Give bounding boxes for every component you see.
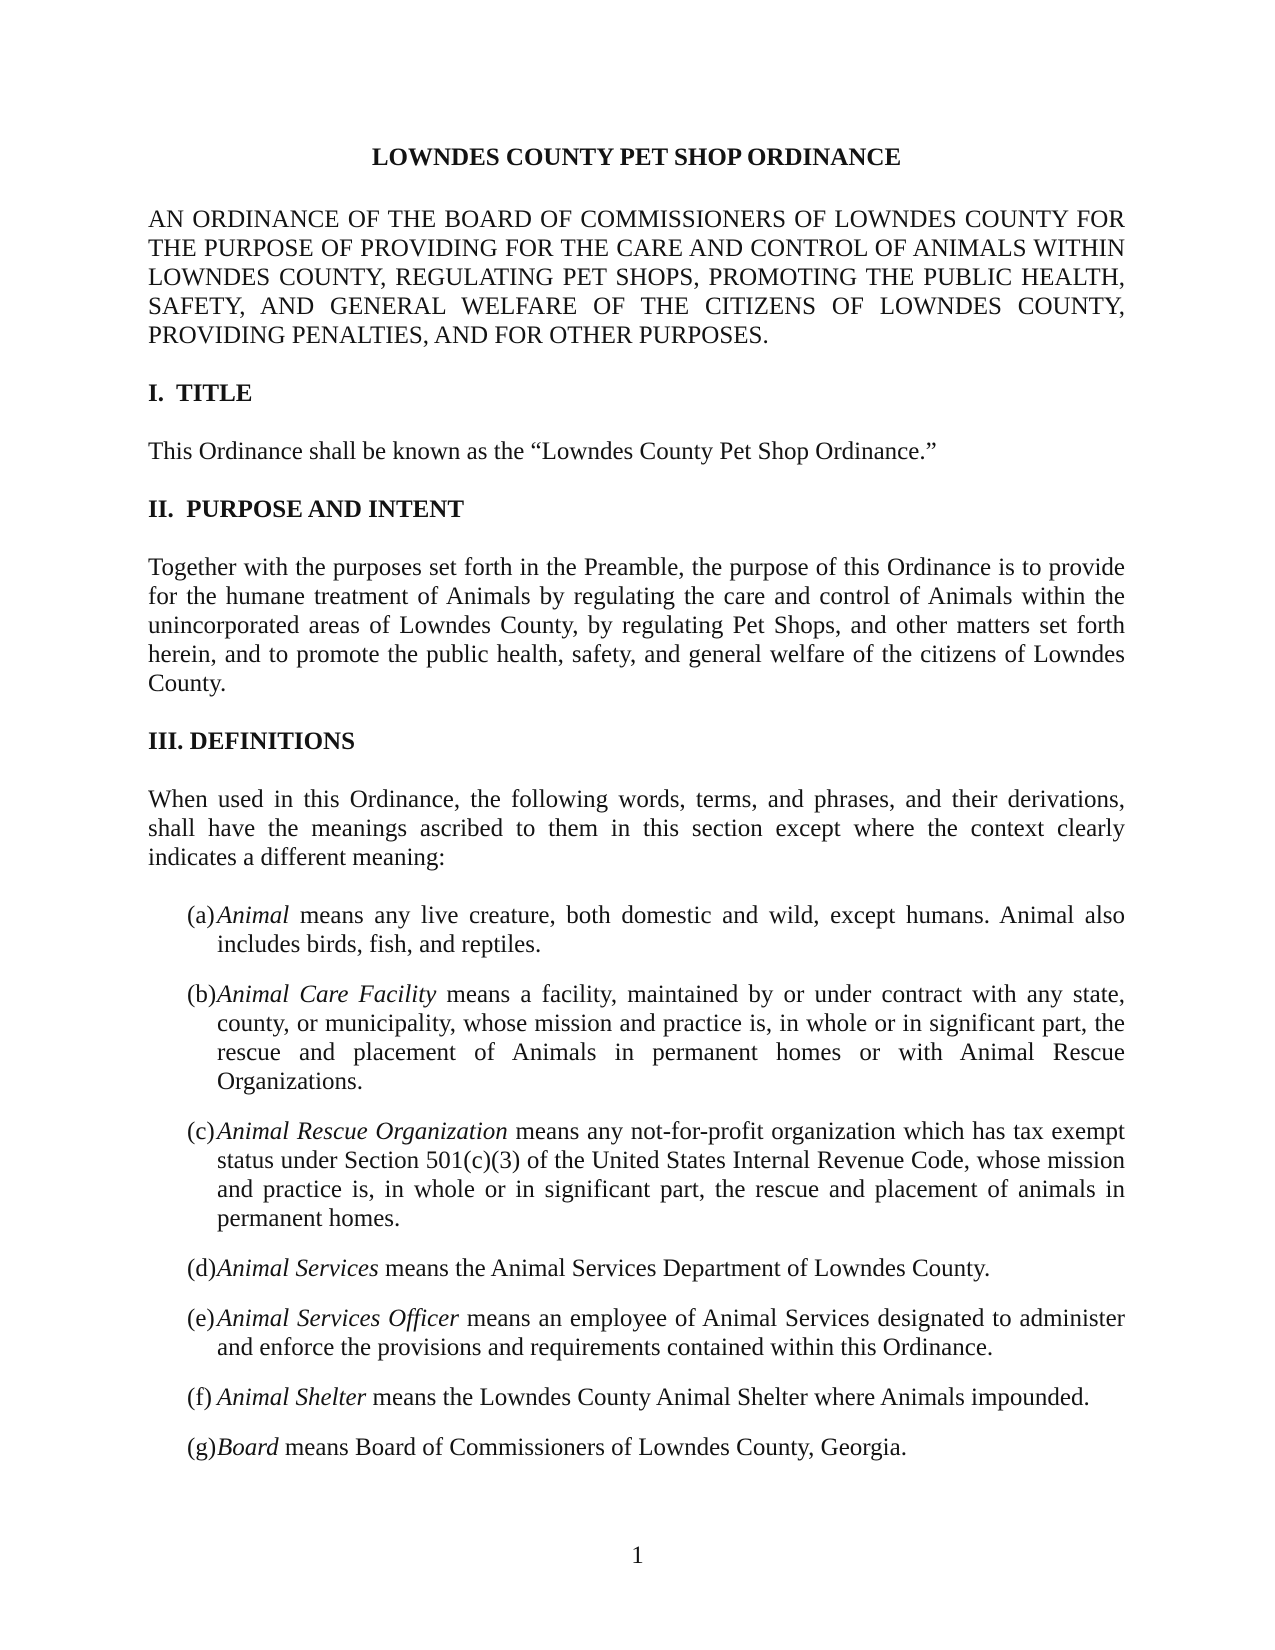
section-body-purpose-and-intent: Together with the purposes set forth in the Preamble, the purpose of this Ordinance is to provide for the humane treatment of Animals by regulating the care and control of Animals within the unincorporated areas of Lowndes County, by regulating Pet Shops, and other matters set forth herein, and to promote the public health, safety, and general welfare of the citizens of Lowndes County.: [148, 554, 1125, 697]
definition-item-animal-care-facility: [148, 980, 1125, 1096]
definition-marker: (g): [187, 1434, 217, 1461]
section-body-definitions: When used in this Ordinance, the following words, terms, and phrases, and their derivations, shall have the meanings ascribed to them in this section except where the context clearly indicates a different meaning:: [148, 786, 1125, 871]
definition-term: Animal Services Officer: [217, 1305, 459, 1332]
definition-marker: (b): [187, 981, 217, 1008]
definition-term: Animal: [217, 902, 290, 929]
section-body-title: This Ordinance shall be known as the “Lowndes County Pet Shop Ordinance.”: [148, 438, 937, 465]
definition-term: Animal Care Facility: [217, 981, 437, 1008]
definition-item-animal: [148, 901, 1125, 959]
definition-text: means an employee of Animal Services designated to administer and enforce the provisions and requirements contained within this Ordinance.: [217, 1305, 1126, 1361]
definition-text: means Board of Commissioners of Lowndes County, Georgia.: [284, 1434, 907, 1461]
definition-marker: (e): [187, 1305, 215, 1332]
definition-text: means any not-for-profit organization which has tax exempt status under Section 501(c)(3) of the United States Internal Revenue Code, whose mission and practice is, in whole or in significant part, the rescue and placement of animals in permanent homes.: [217, 1118, 1125, 1232]
definitions-list: [148, 901, 1125, 1462]
definition-text: means any live creature, both domestic and wild, except humans. Animal also includes birds, fish, and reptiles.: [217, 902, 1125, 958]
definition-text: means the Lowndes County Animal Shelter where Animals impounded.: [372, 1384, 1090, 1411]
definition-text: means the Animal Services Department of Lowndes County.: [385, 1255, 991, 1282]
definition-marker: (a): [187, 902, 215, 929]
definition-term: Animal Rescue Organization: [217, 1118, 508, 1145]
definition-item-animal-rescue-organization: [148, 1117, 1125, 1233]
section-heading-title: I. TITLE: [148, 380, 253, 407]
definition-marker: (c): [187, 1118, 215, 1145]
definition-marker: (d): [187, 1255, 217, 1282]
definition-item-board: [148, 1433, 1125, 1462]
page-number: 1: [631, 1542, 644, 1569]
definition-item-animal-services: [148, 1254, 1125, 1283]
definition-item-animal-shelter: [148, 1383, 1125, 1412]
section-heading-purpose-and-intent: II. PURPOSE AND INTENT: [148, 496, 465, 523]
definition-item-animal-services-officer: [148, 1304, 1125, 1362]
definition-term: Animal Shelter: [217, 1384, 367, 1411]
definition-term: Animal Services: [217, 1255, 379, 1282]
preamble-paragraph: AN ORDINANCE OF THE BOARD OF COMMISSIONERS OF LOWNDES COUNTY FOR THE PURPOSE OF PROVIDING FOR THE CARE AND CONTROL OF ANIMALS WITHIN LOWNDES COUNTY, REGULATING PET SHOPS, PROMOTING THE PUBLIC HEALTH, SAFETY, AND GENERAL WELFARE OF THE CITIZENS OF LOWNDES COUNTY, PROVIDING PENALTIES, AND FOR OTHER PURPOSES.: [148, 206, 1125, 349]
definition-marker: (f): [187, 1384, 212, 1411]
definition-term: Board: [217, 1434, 279, 1461]
document-title: LOWNDES COUNTY PET SHOP ORDINANCE: [371, 144, 902, 171]
definition-text: means a facility, maintained by or under contract with any state, county, or municipality, whose mission and practice is, in whole or in significant part, the rescue and placement of Animals in permanent homes or with Animal Rescue Organizations.: [217, 981, 1125, 1095]
section-heading-definitions: III. DEFINITIONS: [148, 728, 356, 755]
